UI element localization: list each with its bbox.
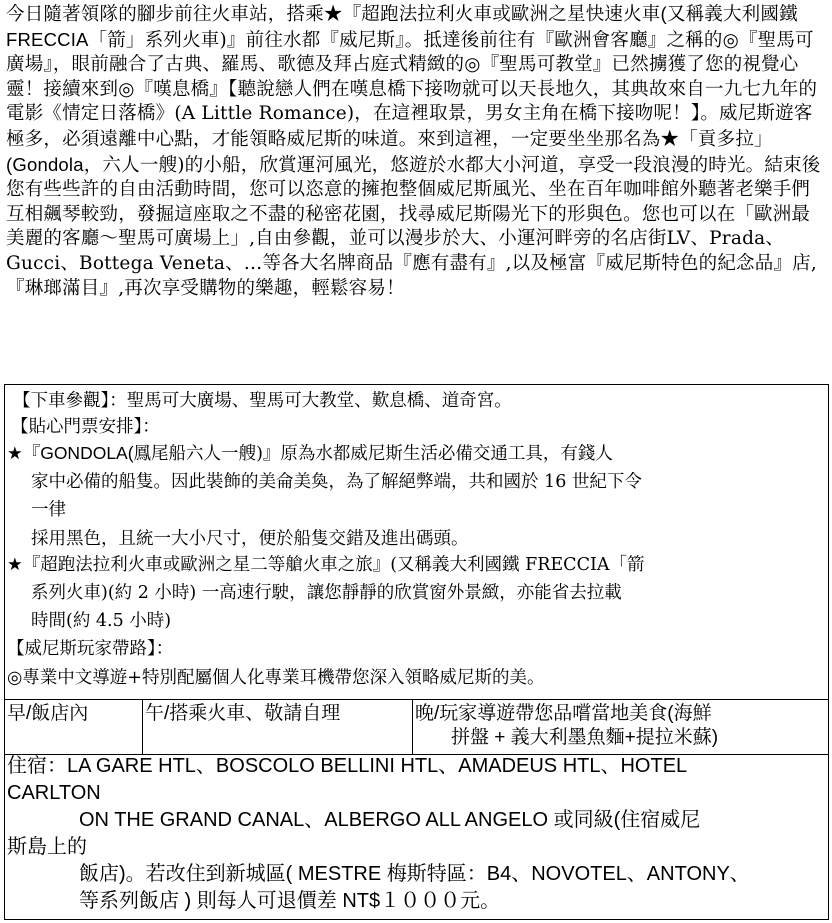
meal-dinner — [413, 700, 828, 754]
hotel-line: 斯島上的 — [7, 836, 87, 858]
circle-bullet-icon: ◎ — [118, 78, 135, 100]
star-icon: ★ — [7, 555, 23, 575]
star-icon: ★ — [660, 128, 680, 150]
gondola-label: 「貢多拉」( — [6, 127, 773, 175]
intro-text: 、…等各大名牌商品『應有盡有』,以及極富『威尼斯特色的紀念品』店,『琳瑯滿目』,再次享受購物的樂趣，輕鬆容易！ — [6, 252, 817, 299]
intro-text: ，在這裡取景，男女主角在橋下接吻呢！】。威尼斯遊客極多，必須遠離中心點，才能領略威尼斯的味道。來到這裡，一定要坐坐那名為 — [6, 103, 813, 150]
gondola-line — [7, 440, 613, 465]
highlights-box — [4, 384, 829, 700]
stops-line — [13, 387, 512, 412]
meal-breakfast: 早/飯店內 — [5, 700, 143, 754]
colon: ： — [155, 639, 174, 659]
hotel-line: ON THE GRAND CANAL、ALBERGO ALL ANGELO 或同級(住宿威尼 — [79, 809, 701, 831]
star-icon: ★ — [323, 4, 343, 25]
hotel-line: CARLTON — [7, 782, 101, 804]
film-english-title: (A Little Romance) — [174, 103, 355, 125]
train-text: 超跑法拉利火車或歐洲之星二等艙火車之旅 — [40, 554, 373, 574]
hotel-line: 住宿：LA GARE HTL、BOSCOLO BELLINI HTL、AMADEUS HTL、HOTEL — [7, 755, 688, 777]
train-name: 『超跑法拉利火車或歐洲之星快速火車( — [342, 3, 667, 24]
intro-text: 「箭」系列火車 — [88, 29, 220, 51]
gondola-text: 『 — [22, 444, 41, 464]
hotel-line: 等系列飯店 ) 則每人可退價差 NT$１０００元。 — [79, 890, 501, 912]
hotel-line: 飯店)。若改住到新城區( MESTRE 梅斯特區：B4、NOVOTEL、ANTONY、 — [79, 863, 750, 885]
colon: ： — [142, 417, 160, 437]
meal-dinner-line: 晚/玩家導遊帶您品嚐當地美食(海鮮 — [415, 703, 712, 724]
ticket-heading-line — [11, 413, 160, 438]
freccia-label: FRECCIA — [6, 28, 89, 50]
intro-text: 『聖馬可教堂』已然擄獲了您的視覺心靈！接續來到 — [6, 54, 799, 100]
stops-heading: 【下車參觀】 — [13, 390, 110, 410]
circle-bullet-icon: ◎ — [7, 668, 23, 688]
meals-table — [4, 699, 829, 755]
gondola-text: 採用黑色，且統一大小尺寸，便於船隻交錯及進出碼頭。 — [31, 529, 469, 549]
guide-line — [7, 664, 544, 689]
circle-bullet-icon: ◎ — [464, 54, 481, 76]
train-text: 』(又稱義大利國鐵 FRECCIA「箭 — [372, 555, 645, 575]
train-text: 『 — [22, 555, 41, 575]
intro-text: )的小船，欣賞運河風光，悠遊於水都大小河道，享受一段浪漫的時光。結束後您有些些許的自由活動時間，您可以恣意的擁抱整個威尼斯風光、坐在百年咖啡館外聽著老樂手們互相飆琴較勁，發掘這座取之不盡的秘密花園，找尋威尼斯陽光下的形與色。您也可以在「歐洲最美麗的客廳～聖馬可廣場上」,自由參觀，並可以漫步於大、小運河畔旁的名店街 — [6, 154, 821, 250]
brand-list: LV、Prada、Gucci、Bottega Veneta — [6, 228, 785, 274]
gondola-text: )』原為水都威尼斯生活必備交通工具，有錢人 — [256, 444, 613, 464]
intro-text: )』前往水都『威尼斯』。抵達後前往有『歐洲會客廳』之稱的 — [219, 29, 723, 51]
train-text: 時間(約 4.5 小時) — [31, 611, 172, 631]
intro-text: 『聖馬可廣場』，眼前融合了古典、羅馬、歌德及拜占庭式精緻的 — [6, 29, 814, 76]
star-icon: ★ — [7, 444, 23, 464]
intro-text: 『嘆息橋』【聽說戀人們在嘆息橋下接吻就可以天長地久，其典故來自一九七九年的電影《情定日落橋》 — [6, 78, 818, 125]
intro-text: 今日隨著領隊的腳步前往火車站，搭乘 — [6, 4, 324, 25]
gondola-text: GONDOLA — [40, 443, 128, 463]
guide-text: 專業中文導遊+特別配屬個人化專業耳機帶您深入領略威尼斯的美。 — [22, 668, 545, 688]
stops-text: ：聖馬可大廣場、聖馬可大教堂、歎息橋、道奇宮。 — [109, 391, 512, 411]
gondola-label: Gondola — [12, 153, 84, 175]
guide-heading: 【威尼斯玩家帶路】 — [7, 638, 156, 658]
meal-dinner-line: 拼盤 + 義大利墨魚麵+提拉米蘇) — [451, 727, 719, 748]
train-line — [7, 551, 645, 576]
train-text: 系列火車)(約 2 小時) 一高速行駛，讓您靜靜的欣賞窗外景緻，亦能省去拉載 — [31, 583, 622, 603]
gondola-label: ，六人一艘 — [83, 153, 178, 175]
gondola-text: 一律 — [31, 500, 66, 520]
ticket-heading: 【貼心門票安排】 — [11, 416, 143, 436]
intro-text: 又稱義大利國鐵 — [666, 4, 798, 25]
gondola-text: (鳳尾船六人一艘 — [127, 443, 257, 463]
accommodation-section — [4, 753, 829, 920]
circle-bullet-icon: ◎ — [722, 29, 739, 51]
gondola-text: 家中必備的船隻。因此裝飾的美侖美奐，為了解絕弊端，共和國於 16 世紀下令 — [31, 472, 642, 492]
meal-lunch: 午/搭乘火車、敬請自理 — [143, 700, 413, 754]
guide-heading-line — [7, 635, 173, 660]
itinerary-description — [6, 2, 828, 301]
